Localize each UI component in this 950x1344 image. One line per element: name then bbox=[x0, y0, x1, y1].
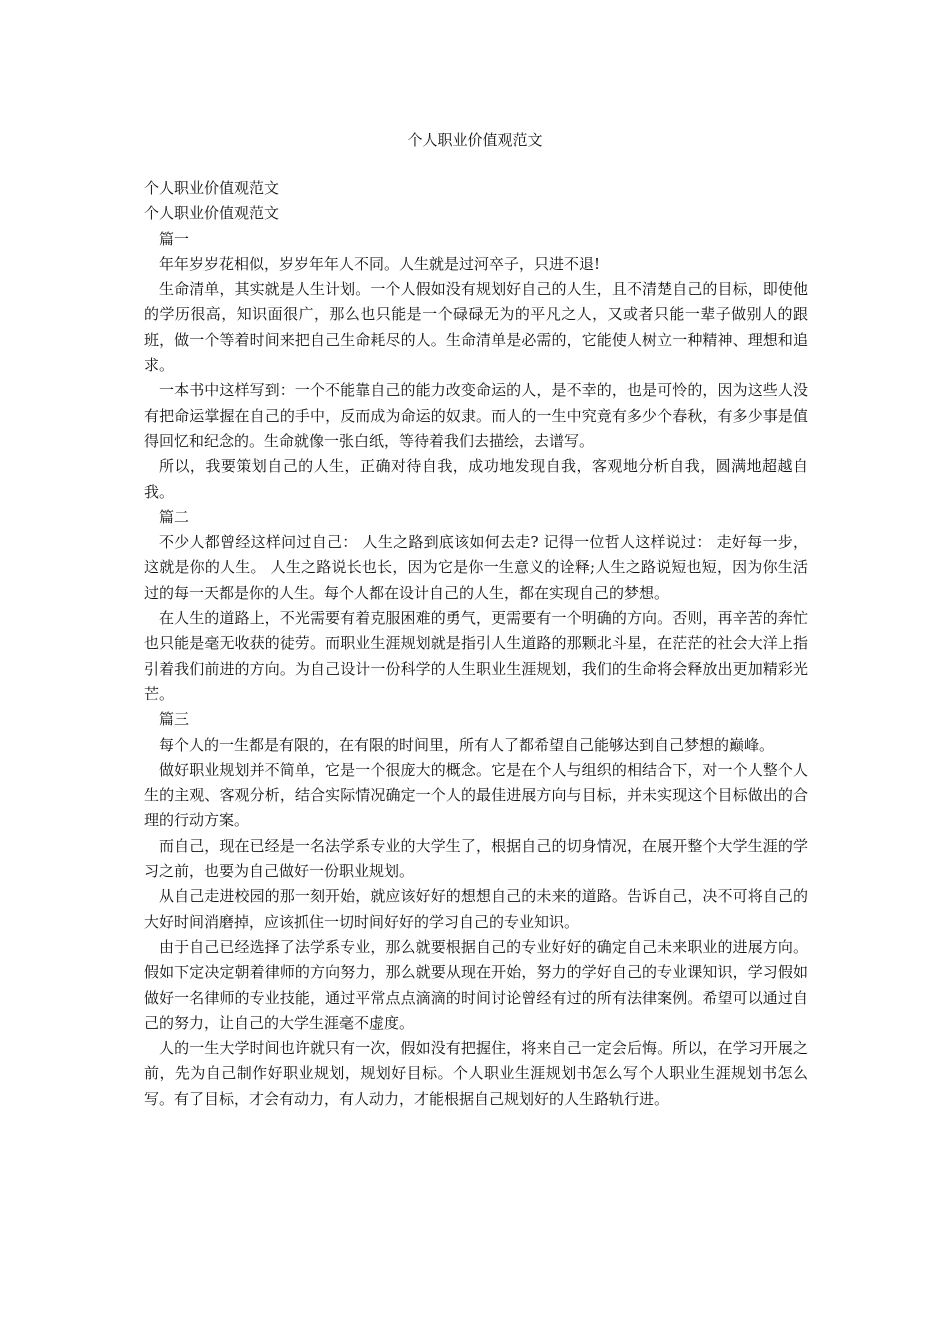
paragraph: 每个人的一生都是有限的，在有限的时间里，所有人了都希望自己能够达到自己梦想的巅峰。 bbox=[159, 735, 775, 754]
paragraph: 从自己走进校园的那一刻开始，就应该好好的想想自己的未来的道路。告诉自己，决不可将自己的大好时间消磨掉，应该抓住一切时间好好的学习自己的专业知识。 bbox=[144, 887, 808, 931]
document-title: 个人职业价值观范文 bbox=[407, 131, 543, 149]
paragraph: 一本书中这样写到：一个不能靠自己的能力改变命运的人，是不幸的，也是可怜的，因为这些人没有把命运掌握在自己的手中，反而成为命运的奴隶。而人的一生中究竟有多少个春秋，有多少事是值得回忆和纪念的。生命就像一张白纸，等待着我们去描绘，去谱写。 bbox=[144, 381, 808, 450]
paragraph: 不少人都曾经这样问过自己： 人生之路到底该如何去走? 记得一位哲人这样说过： 走好每一步，这就是你的人生。 人生之路说长也长，因为它是你一生意义的诠释;人生之路说短也短，因为你生活过的每一天都是你的人生。每个人都在设计自己的人生，都在实现自己的梦想。 bbox=[144, 533, 808, 602]
paragraph: 所以，我要策划自己的人生，正确对待自我，成功地发现自我，客观地分析自我，圆满地超越自我。 bbox=[144, 457, 808, 501]
subtitle-line: 个人职业价值观范文 bbox=[144, 179, 280, 197]
paragraph: 而自己，现在已经是一名法学系专业的大学生了，根据自己的切身情况，在展开整个大学生涯的学习之前，也要为自己做好一份职业规划。 bbox=[144, 836, 808, 881]
paragraph: 人的一生大学时间也许就只有一次，假如没有把握住，将来自己一定会后悔。所以，在学习开展之前，先为自己制作好职业规划，规划好目标。个人职业生涯规划书怎么写个人职业生涯规划书怎么写。有了目标，才会有动力，有人动力，才能根据自己规划好的人生路轨行进。 bbox=[144, 1039, 808, 1108]
section-heading: 篇二 bbox=[159, 507, 190, 526]
paragraph: 由于自己已经选择了法学系专业，那么就要根据自己的专业好好的确定自己未来职业的进展方向。假如下定决定朝着律师的方向努力，那么就要从现在开始，努力的学好自己的专业课知识，学习假如做好一名律师的专业技能，通过平常点点滴滴的时间讨论曾经有过的所有法律案例。希望可以通过自己的努力，让自己的大学生涯毫不虚度。 bbox=[144, 937, 808, 1032]
paragraph: 年年岁岁花相似，岁岁年年人不同。人生就是过河卒子，只进不退! bbox=[159, 254, 601, 273]
section-heading: 篇三 bbox=[159, 710, 190, 729]
section-heading: 篇一 bbox=[159, 229, 190, 248]
paragraph: 做好职业规划并不简单，它是一个很庞大的概念。它是在个人与组织的相结合下，对一个人整个人生的主观、客观分析，结合实际情况确定一个人的最佳进展方向与目标，并未实现这个目标做出的合理的行动方案。 bbox=[144, 760, 808, 830]
paragraph: 生命清单，其实就是人生计划。一个人假如没有规划好自己的人生，且不清楚自己的目标，即使他的学历很高，知识面很广，那么也只能是一个碌碌无为的平凡之人，又或者只能一辈子做别人的跟班，做一个等着时间来把自己生命耗尽的人。生命清单是必需的，它能使人树立一种精神、理想和追求。 bbox=[144, 280, 808, 375]
paragraph: 在人生的道路上，不光需要有着克服困难的勇气，更需要有一个明确的方向。否则，再辛苦的奔忙也只能是毫无收获的徒劳。而职业生涯规划就是指引人生道路的那颗北斗星，在茫茫的社会大洋上指引着我们前进的方向。为自己设计一份科学的人生职业生涯规划，我们的生命将会释放出更加精彩光芒。 bbox=[144, 609, 808, 703]
subtitle-line: 个人职业价值观范文 bbox=[144, 204, 280, 223]
document-body bbox=[144, 176, 808, 1112]
